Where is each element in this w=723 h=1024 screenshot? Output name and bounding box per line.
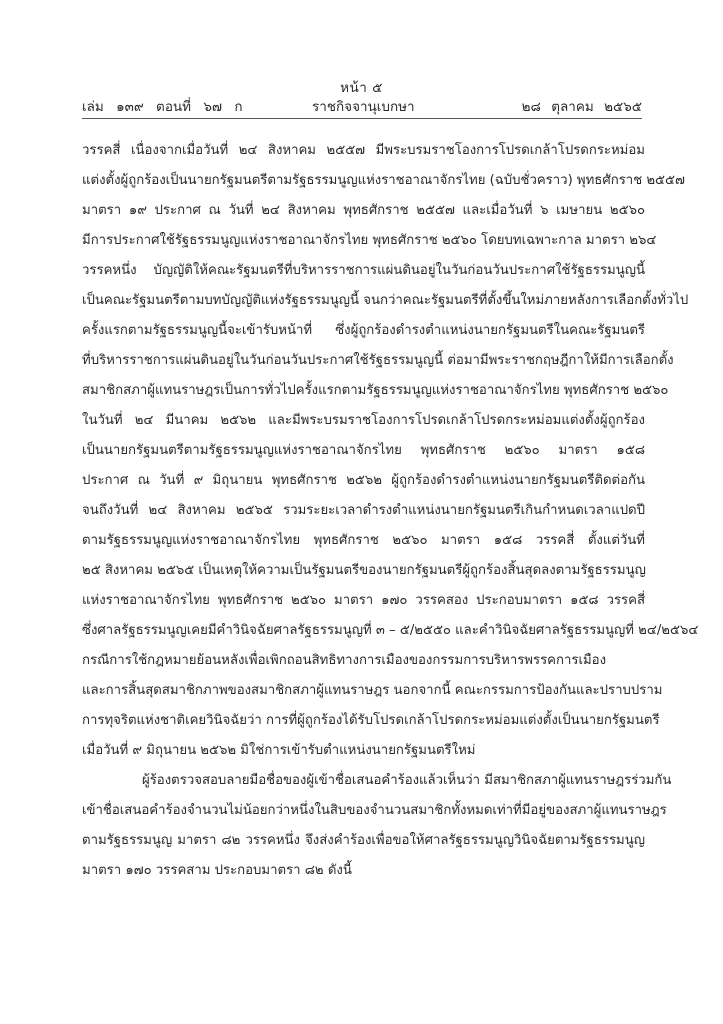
text-line: วรรคสี่ เนื่องจากเมื่อวันที่ ๒๔ สิงหาคม ๒๕๕๗ มีพระบรมราชโองการโปรดเกล้าโปรดกระหม่อม [82, 143, 645, 158]
text-line: ที่บริหารราชการแผ่นดินอยู่ในวันก่อนวันประกาศใช้รัฐธรรมนูญนี้ ต่อมามีพระราชกฤษฎีกาให้มีการเลือกตั้ง [82, 353, 674, 368]
text-line: เป็นนายกรัฐมนตรีตามรัฐธรรมนูญแห่งราชอาณาจักรไทย พุทธศักราช ๒๕๖๐ มาตรา ๑๕๘ [82, 443, 645, 458]
gazette-header [82, 95, 642, 117]
text-line: แต่งตั้งผู้ถูกร้องเป็นนายกรัฐมนตรีตามรัฐธรรมนูญแห่งราชอาณาจักรไทย (ฉบับชั่วคราว) พุทธศักราช ๒๕๕๗ [82, 173, 685, 188]
text-line: ผู้ร้องตรวจสอบลายมือชื่อของผู้เข้าชื่อเสนอคำร้องแล้วเห็นว่า มีสมาชิกสภาผู้แทนราษฎรร่วมกัน [142, 773, 672, 788]
text-line: ครั้งแรกตามรัฐธรรมนูญนี้จะเข้ารับหน้าที่ ซึ่งผู้ถูกร้องดำรงตำแหน่งนายกรัฐมนตรีในคณะรัฐมนตรี [82, 323, 645, 338]
text-line: มาตรา ๑๙ ประกาศ ณ วันที่ ๒๔ สิงหาคม พุทธศักราช ๒๕๕๗ และเมื่อวันที่ ๖ เมษายน ๒๕๖๐ [82, 203, 645, 218]
publication-date: ๒๘ ตุลาคม ๒๕๖๕ [521, 99, 642, 115]
text-line: มีการประกาศใช้รัฐธรรมนูญแห่งราชอาณาจักรไทย พุทธศักราช ๒๕๖๐ โดยบทเฉพาะกาล มาตรา ๒๖๔ [82, 233, 657, 248]
text-line: เมื่อวันที่ ๙ มิถุนายน ๒๕๖๒ มิใช่การเข้ารับตำแหน่งนายกรัฐมนตรีใหม่ [82, 743, 476, 758]
publication-title: ราชกิจจานุเบกษา [312, 99, 415, 115]
text-line: ซึ่งศาลรัฐธรรมนูญเคยมีคำวินิจฉัยศาลรัฐธรรมนูญที่ ๓ – ๕/๒๕๕๐ และคำวินิจฉัยศาลรัฐธรรมนูญที่ ๒๔/๒๕๖๔ [82, 623, 699, 638]
text-line: มาตรา ๑๗๐ วรรคสาม ประกอบมาตรา ๘๒ ดังนี้ [82, 863, 352, 878]
document-body [82, 136, 699, 886]
text-line: เป็นคณะรัฐมนตรีตามบทบัญญัติแห่งรัฐธรรมนูญนี้ จนกว่าคณะรัฐมนตรีที่ตั้งขึ้นใหม่ภายหลังการเลือกตั้งทั่วไป [82, 293, 689, 308]
text-line: ตามรัฐธรรมนูญแห่งราชอาณาจักรไทย พุทธศักราช ๒๕๖๐ มาตรา ๑๕๘ วรรคสี่ ตั้งแต่วันที่ [82, 533, 645, 548]
text-line: แห่งราชอาณาจักรไทย พุทธศักราช ๒๕๖๐ มาตรา ๑๗๐ วรรคสอง ประกอบมาตรา ๑๕๘ วรรคสี่ [82, 593, 645, 608]
text-line: จนถึงวันที่ ๒๔ สิงหาคม ๒๕๖๕ รวมระยะเวลาดำรงตำแหน่งนายกรัฐมนตรีเกินกำหนดเวลาแปดปี [82, 503, 645, 518]
text-line: วรรคหนึ่ง บัญญัติให้คณะรัฐมนตรีที่บริหารราชการแผ่นดินอยู่ในวันก่อนวันประกาศใช้รัฐธรรมนูญนี้ [82, 263, 645, 278]
text-line: ในวันที่ ๒๔ มีนาคม ๒๕๖๒ และมีพระบรมราชโองการโปรดเกล้าโปรดกระหม่อมแต่งตั้งผู้ถูกร้อง [82, 413, 645, 428]
paragraph-2 [82, 766, 672, 886]
text-line: การทุจริตแห่งชาติเคยวินิจฉัยว่า การที่ผู้ถูกร้องได้รับโปรดเกล้าโปรดกระหม่อมแต่งตั้งเป็นนายกรัฐมนตรี [82, 713, 660, 728]
text-line: เข้าชื่อเสนอคำร้องจำนวนไม่น้อยกว่าหนึ่งในสิบของจำนวนสมาชิกทั้งหมดเท่าที่มีอยู่ของสภาผู้แทนราษฎร [82, 803, 667, 818]
text-line: กรณีการใช้กฎหมายย้อนหลังเพื่อเพิกถอนสิทธิทางการเมืองของกรรมการบริหารพรรคการเมือง [82, 653, 607, 668]
header-rule [82, 118, 642, 119]
paragraph-1 [82, 136, 699, 766]
text-line: ตามรัฐธรรมนูญ มาตรา ๘๒ วรรคหนึ่ง จึงส่งคำร้องเพื่อขอให้ศาลรัฐธรรมนูญวินิจฉัยตามรัฐธรรมนูญ [82, 833, 645, 848]
text-line: ประกาศ ณ วันที่ ๙ มิถุนายน พุทธศักราช ๒๕๖๒ ผู้ถูกร้องดำรงตำแหน่งนายกรัฐมนตรีติดต่อกัน [82, 473, 645, 488]
text-line: ๒๕ สิงหาคม ๒๕๖๕ เป็นเหตุให้ความเป็นรัฐมนตรีของนายกรัฐมนตรีผู้ถูกร้องสิ้นสุดลงตามรัฐธรรมนูญ [82, 563, 646, 578]
text-line: สมาชิกสภาผู้แทนราษฎรเป็นการทั่วไปครั้งแรกตามรัฐธรรมนูญแห่งราชอาณาจักรไทย พุทธศักราช ๒๕๖๐ [82, 383, 669, 398]
page-number: หน้า ๕ [340, 80, 383, 96]
text-line: และการสิ้นสุดสมาชิกภาพของสมาชิกสภาผู้แทนราษฎร นอกจากนี้ คณะกรรมการป้องกันและปราบปราม [82, 683, 663, 698]
volume-issue: เล่ม ๑๓๙ ตอนที่ ๖๗ ก [82, 99, 243, 115]
